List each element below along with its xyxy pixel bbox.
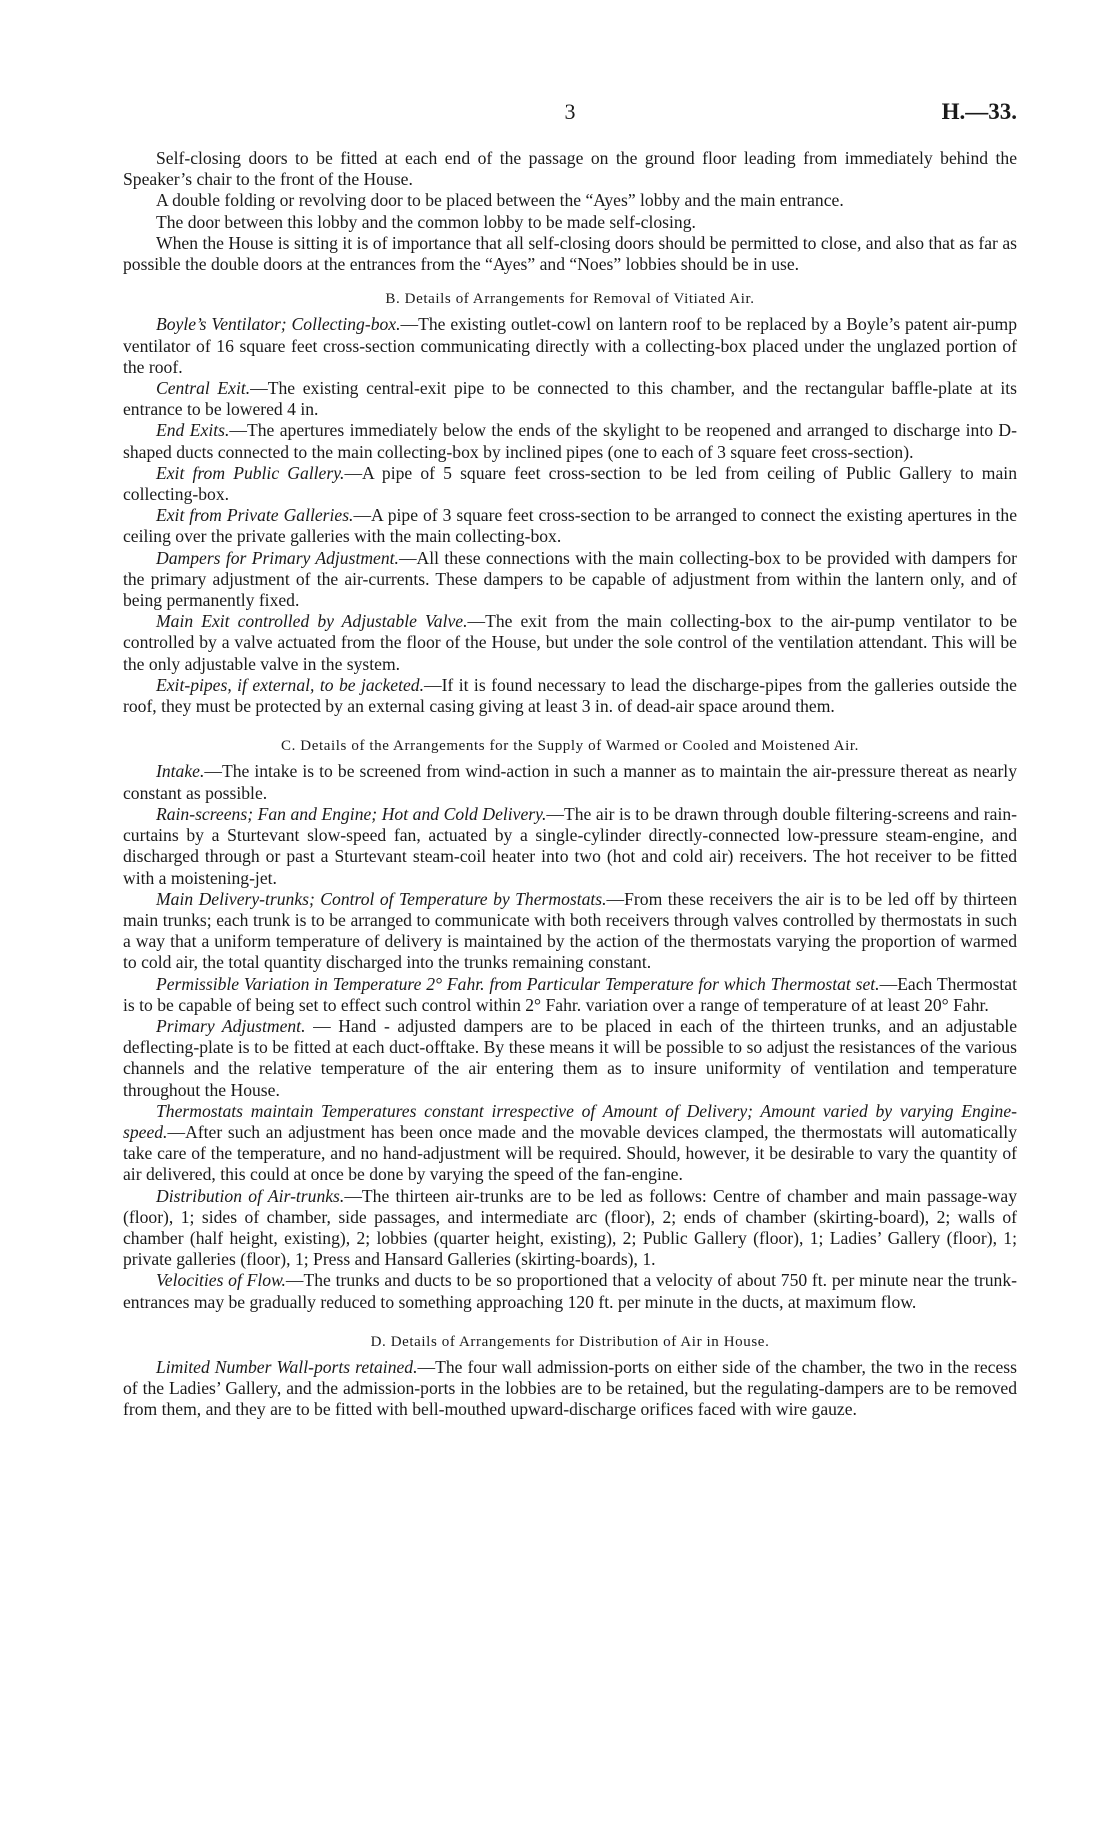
paragraph-title: Exit from Private Galleries. [156, 505, 354, 526]
intro-section [123, 148, 1017, 275]
section-d [123, 1332, 1017, 1421]
paragraph [123, 548, 1017, 612]
paragraph: A double folding or revolving door to be placed between the “Ayes” lobby and the main entrance. [156, 190, 844, 211]
paragraph-title: Velocities of Flow. [156, 1270, 286, 1291]
document-body [123, 148, 1017, 1421]
paragraph [123, 804, 1017, 889]
paragraph [123, 420, 1017, 462]
paragraph-title: Central Exit. [156, 378, 251, 399]
section-heading: C. Details of the Arrangements for the Supply of Warmed or Cooled and Moistened Air. [281, 738, 859, 755]
paragraph-title: Intake. [156, 761, 205, 782]
paragraph [123, 889, 1017, 974]
paragraph-text: —After such an adjustment has been once made and the movable devices clamped, the thermostats will automatically take care of the temperature, and no hand-adjustment will be required. Should, however, it be desirable to vary the quantity of air delivered, this could at once be done by varying the speed of the fan-engine. [123, 1121, 1017, 1185]
paragraph-title: Main Exit controlled by Adjustable Valve. [156, 611, 468, 632]
paragraph [123, 974, 1017, 1016]
paragraph: Self-closing doors to be fitted at each end of the passage on the ground floor leading from immediately behind the Speaker’s chair to the front of the House. [123, 148, 1017, 190]
paragraph-text: —The four wall admission-ports on either side of the chamber, the two in the recess of the Ladies’ Gallery, and the admission-ports in the lobbies are to be retained, but the regulating-dampers are to be removed from them, and they are to be fitted with bell-mouthed upward-discharge orifices faced with wire gauze. [123, 1356, 1017, 1420]
paragraph-title: Thermostats maintain Temperatures constant irrespective of Amount of Delivery; Amount varied by varying Engine-speed. [123, 1100, 1017, 1142]
paragraph-title: Limited Number Wall-ports retained. [156, 1356, 418, 1377]
paragraph-text: —The apertures immediately below the ends of the skylight to be reopened and arranged to discharge into D-shaped ducts connected to the main collecting-box by inclined pipes (one to each of 3 square feet cross-section). [123, 420, 1017, 462]
paragraph-title: Exit-pipes, if external, to be jacketed. [156, 674, 424, 695]
paragraph-text: —All these connections with the main collecting-box to be provided with dampers for the primary adjustment of the air-currents. These dampers to be capable of adjustment from within the lantern only, and of being permanently fixed. [123, 547, 1018, 611]
paragraph-title: Permissible Variation in Temperature 2° Fahr. from Particular Temperature for which Thermostat set. [156, 973, 880, 994]
paragraph-text: —The thirteen air-trunks are to be led as follows: Centre of chamber and main passage-way (floor), 1; sides of chamber, side passages, and intermediate arc (floor), 2; ends of chamber (skirting-board), 2; walls of chamber (half height, existing), 2; lobbies (quarter height, existing), 2; Public Gallery (floor), 1; Ladies’ Gallery (floor), 1; private galleries (floor), 1; Press and Hansard Galleries (skirting-boards), 1. [123, 1185, 1017, 1270]
paragraph-text: —A pipe of 3 square feet cross-section to be arranged to connect the existing apertures in the ceiling over the private galleries with the main collecting-box. [123, 505, 1018, 547]
paragraph-text: —The existing outlet-cowl on lantern roof to be replaced by a Boyle’s patent air-pump ventilator of 16 square feet cross-section communicating directly with a collecting-box placed under the unglazed portion of the roof. [123, 314, 1017, 377]
paragraph [123, 314, 1017, 378]
paragraph-title: Main Delivery-trunks; Control of Temperature by Thermostats. [156, 888, 607, 909]
section-b [123, 289, 1017, 717]
paragraph-text: —The trunks and ducts to be so proportioned that a velocity of about 750 ft. per minute near the trunk-entrances may be gradually reduced to something approaching 120 ft. per minute in the ducts, at maximum flow. [123, 1270, 1017, 1312]
section-c [123, 736, 1017, 1312]
paragraph [123, 1186, 1017, 1271]
paragraph-text: —The intake is to be screened from wind-action in such a manner as to maintain the air-pressure thereat as nearly constant as possible. [123, 761, 1017, 803]
paragraph [123, 463, 1017, 505]
paragraph-text: —From these receivers the air is to be led off by thirteen main trunks; each trunk is to be arranged to communicate with both receivers through valves controlled by thermostats in such a way that a uniform temperature of delivery is maintained by the action of the thermostats varying the proportion of warmed to cold air, the total quantity discharged into the trunks remaining constant. [123, 888, 1017, 973]
paragraph: When the House is sitting it is of importance that all self-closing doors should be permitted to close, and also that as far as possible the double doors at the entrances from the “Ayes” and “Noes” lobbies should be in use. [123, 232, 1017, 275]
paragraph-text: —The air is to be drawn through double filtering-screens and rain-curtains by a Sturtevant slow-speed fan, actuated by a single-cylinder directly-connected low-pressure steam-engine, and discharged through or past a Sturtevant steam-coil heater into two (hot and cold air) receivers. The hot receiver to be fitted with a moistening-jet. [123, 803, 1017, 888]
page-number: 3 [564, 99, 576, 124]
paragraph [123, 1357, 1017, 1421]
paragraph-text: —A pipe of 5 square feet cross-section to be led from ceiling of Public Gallery to main collecting-box. [123, 462, 1017, 505]
paragraph: The door between this lobby and the common lobby to be made self-closing. [156, 211, 696, 232]
paragraph [123, 675, 1017, 717]
paragraph-text: —Each Thermostat is to be capable of being set to effect such control within 2° Fahr. variation over a range of temperature of at least 20° Fahr. [123, 973, 1017, 1015]
paragraph [123, 761, 1017, 803]
paragraph-title: Boyle’s Ventilator; Collecting-box. [156, 314, 401, 335]
section-heading: B. Details of Arrangements for Removal of Vitiated Air. [385, 291, 755, 308]
paragraph-title: End Exits. [156, 420, 230, 441]
paragraph-text: —If it is found necessary to lead the discharge-pipes from the galleries outside the roof, they must be protected by an external casing giving at least 3 in. of dead-air space around them. [123, 674, 1017, 717]
paragraph [123, 505, 1017, 547]
document-reference: H.—33. [941, 99, 1017, 124]
page-header [123, 99, 1017, 129]
paragraph [123, 1016, 1017, 1101]
paragraph [123, 611, 1017, 675]
paragraph-text: — Hand - adjusted dampers are to be placed in each of the thirteen trunks, and an adjustable deflecting-plate is to be fitted at each duct-offtake. By these means it will be possible to so adjust the resistances of the various channels and the relative temperature of the air entering them as to insure uniformity of ventilation and temperature throughout the House. [123, 1015, 1018, 1100]
paragraph-title: Rain-screens; Fan and Engine; Hot and Cold Delivery. [156, 803, 547, 824]
section-heading: D. Details of Arrangements for Distribution of Air in House. [370, 1333, 770, 1350]
paragraph-text: —The existing central-exit pipe to be connected to this chamber, and the rectangular baffle-plate at its entrance to be lowered 4 in. [123, 378, 1017, 420]
paragraph [123, 1101, 1017, 1186]
paragraph-title: Dampers for Primary Adjustment. [156, 547, 399, 568]
paragraph-title: Distribution of Air-trunks. [156, 1185, 345, 1206]
paragraph-title: Primary Adjustment. [156, 1015, 306, 1036]
paragraph-text: —The exit from the main collecting-box to the air-pump ventilator to be controlled by a valve actuated from the floor of the House, but under the sole control of the ventilation attendant. This will be the only adjustable valve in the system. [123, 611, 1017, 674]
paragraph [123, 378, 1017, 420]
paragraph-title: Exit from Public Gallery. [156, 462, 345, 483]
paragraph [123, 1270, 1017, 1312]
